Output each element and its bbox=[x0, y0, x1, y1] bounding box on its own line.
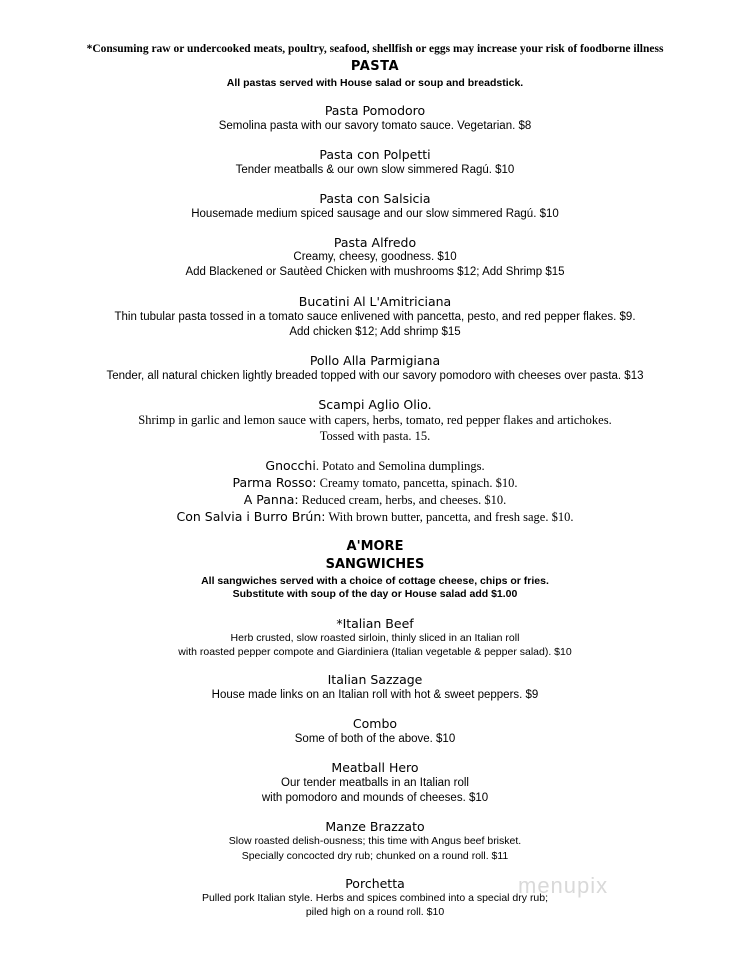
menu-item-name: Porchetta bbox=[345, 876, 405, 891]
menu-item-description: Our tender meatballs in an Italian roll bbox=[281, 777, 469, 789]
menu-item-description: Thin tubular pasta tossed in a tomato sauce enlivened with pancetta, pesto, and red pepper flakes. $9. bbox=[114, 311, 636, 323]
menu-item-description: Herb crusted, slow roasted sirloin, thinly sliced in an Italian roll bbox=[230, 632, 520, 644]
sangwiches-subheading: All sangwiches served with a choice of cottage cheese, chips or fries. bbox=[201, 575, 549, 587]
menu-item-name: Manze Brazzato bbox=[325, 819, 425, 834]
menu-item-description: Tender, all natural chicken lightly breaded topped with our savory pomodoro with cheeses over pasta. $13 bbox=[106, 370, 644, 382]
menu-item-name: Pasta Pomodoro bbox=[324, 103, 426, 118]
menu-item-description: Creamy, cheesy, goodness. $10 bbox=[293, 251, 457, 263]
menu-item-name: Bucatini Al L'Amitriciana bbox=[298, 294, 452, 309]
sangwiches-subheading: Substitute with soup of the day or House salad add $1.00 bbox=[232, 588, 518, 600]
menu-item-name: Meatball Hero bbox=[331, 760, 419, 775]
gnocchi-label: Gnocchi bbox=[265, 458, 316, 473]
gnocchi-label: A Panna: bbox=[243, 492, 299, 507]
gnocchi-text: . Potato and Semolina dumplings. bbox=[315, 459, 485, 473]
menu-item-name: Pasta con Polpetti bbox=[319, 147, 431, 162]
menu-item-description: with roasted pepper compote and Giardiniera (Italian vegetable & pepper salad). $10 bbox=[178, 646, 572, 658]
menu-item-name: *Italian Beef bbox=[336, 616, 414, 631]
sangwiches-heading: SANGWICHES bbox=[325, 557, 425, 572]
menu-item-description: Shrimp in garlic and lemon sauce with capers, herbs, tomato, red pepper flakes and artichokes. bbox=[138, 413, 612, 427]
gnocchi-label: Parma Rosso: bbox=[232, 475, 317, 490]
pasta-heading: PASTA bbox=[350, 59, 400, 74]
menu-item-description: with pomodoro and mounds of cheeses. $10 bbox=[261, 792, 489, 804]
gnocchi-text: Creamy tomato, pancetta, spinach. $10. bbox=[316, 476, 518, 490]
gnocchi-text: With brown butter, pancetta, and fresh sage. $10. bbox=[325, 510, 574, 524]
menu-item-description: House made links on an Italian roll with hot & sweet peppers. $9 bbox=[211, 689, 539, 701]
menu-item-description: Slow roasted delish-ousness; this time with Angus beef brisket. bbox=[228, 835, 522, 847]
menu-item-description: Tender meatballs & our own slow simmered Ragú. $10 bbox=[235, 164, 515, 176]
menu-item-name: Scampi Aglio Olio. bbox=[318, 397, 432, 412]
gnocchi-text: Reduced cream, herbs, and cheeses. $10. bbox=[298, 493, 507, 507]
amore-heading: A'MORE bbox=[346, 539, 404, 554]
menu-item-name: Pasta Alfredo bbox=[333, 235, 417, 250]
menu-item-description: Some of both of the above. $10 bbox=[294, 733, 456, 745]
menu-item-name: Pollo Alla Parmigiana bbox=[309, 353, 441, 368]
menu-item-name: Combo bbox=[352, 716, 398, 731]
gnocchi-line bbox=[0, 506, 750, 525]
menu-item-description: Tossed with pasta. 15. bbox=[319, 429, 431, 443]
foodborne-disclaimer: *Consuming raw or undercooked meats, poultry, seafood, shellfish or eggs may increase your risk of foodborne illness bbox=[86, 43, 664, 55]
menu-item-description: Housemade medium spiced sausage and our slow simmered Ragú. $10 bbox=[191, 208, 559, 220]
menu-item-name: Italian Sazzage bbox=[327, 672, 423, 687]
gnocchi-label: Con Salvia i Burro Brún: bbox=[176, 509, 326, 524]
pasta-subheading: All pastas served with House salad or soup and breadstick. bbox=[226, 77, 524, 89]
menu-item-description: piled high on a round roll. $10 bbox=[305, 906, 445, 918]
menu-item-description: Specially concocted dry rub; chunked on a round roll. $11 bbox=[241, 850, 509, 862]
menu-item-description: Pulled pork Italian style. Herbs and spices combined into a special dry rub; bbox=[201, 892, 549, 904]
menu-item-description: Add chicken $12; Add shrimp $15 bbox=[289, 326, 461, 338]
menu-item-name: Pasta con Salsicia bbox=[319, 191, 431, 206]
menupix-watermark: menupix bbox=[518, 873, 609, 898]
menu-item-description: Semolina pasta with our savory tomato sauce. Vegetarian. $8 bbox=[218, 120, 532, 132]
menu-item-description: Add Blackened or Sautèed Chicken with mushrooms $12; Add Shrimp $15 bbox=[185, 266, 565, 278]
